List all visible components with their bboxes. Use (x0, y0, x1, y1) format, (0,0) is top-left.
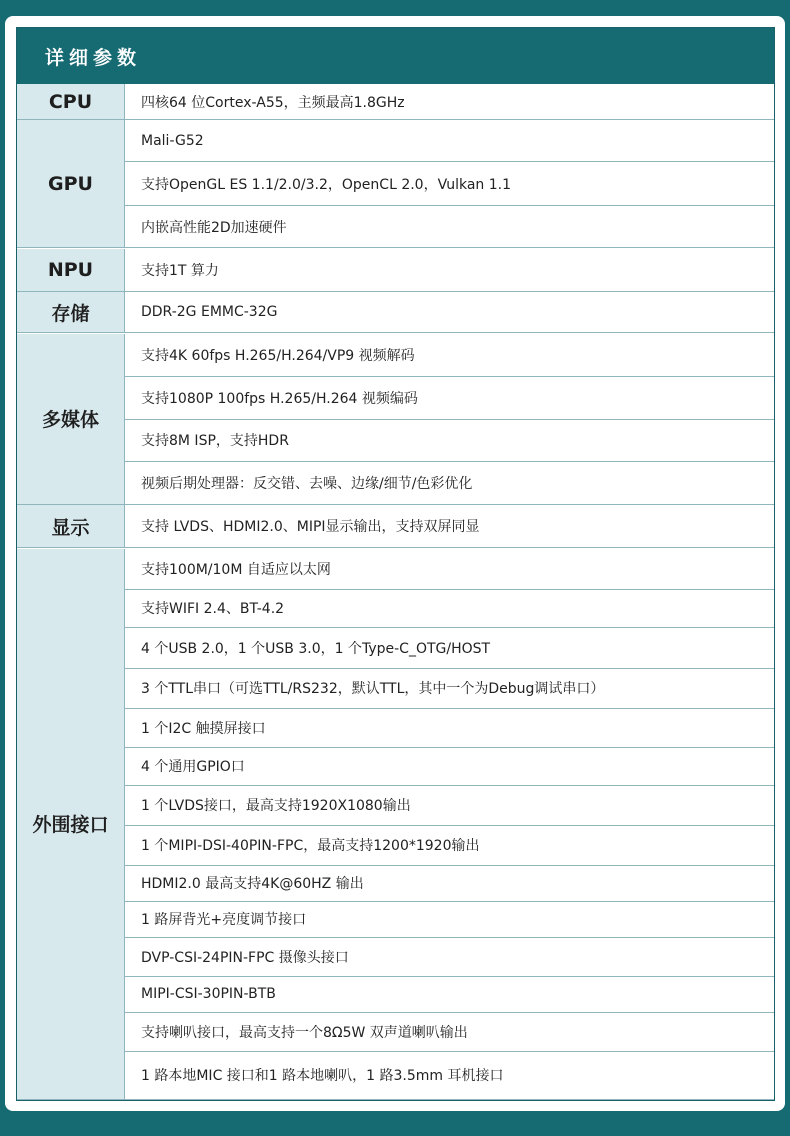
spec-row: 内嵌高性能2D加速硬件 (141, 219, 287, 236)
table-header (17, 28, 774, 84)
spec-row: 支持1T 算力 (141, 262, 219, 279)
table-title: 详细参数 (45, 47, 142, 69)
spec-rows (125, 334, 774, 505)
spec-row: 4 个USB 2.0，1 个USB 3.0，1 个Type-C_OTG/HOST (125, 628, 774, 669)
category-cell: 存储 (17, 292, 125, 333)
spec-row: 支持1080P 100fps H.265/H.264 视频编码 (125, 377, 774, 420)
spec-rows (125, 84, 774, 120)
category-cell: NPU (17, 249, 125, 292)
spec-table (16, 27, 775, 1101)
category-cell: CPU (17, 84, 125, 120)
spec-row: 4 个通用GPIO口 (125, 748, 774, 786)
spec-row: 1 个I2C 触摸屏接口 (125, 709, 774, 748)
spec-grid (17, 84, 774, 1100)
spec-row: 支持OpenGL ES 1.1/2.0/3.2，OpenCL 2.0，Vulkan 1.1 (125, 162, 774, 206)
spec-row: MIPI-CSI-30PIN-BTB (125, 977, 774, 1013)
spec-card (5, 16, 785, 1111)
spec-row: 支持8M ISP，支持HDR (125, 420, 774, 462)
spec-rows (125, 549, 774, 1100)
spec-row: 支持WIFI 2.4、BT-4.2 (125, 590, 774, 628)
spec-row: 支持喇叭接口，最高支持一个8Ω5W 双声道喇叭输出 (125, 1013, 774, 1052)
spec-rows (125, 120, 774, 248)
spec-row: 1 个MIPI-DSI-40PIN-FPC，最高支持1200*1920输出 (125, 826, 774, 866)
spec-row: 支持100M/10M 自适应以太网 (125, 549, 774, 590)
spec-rows (125, 292, 774, 333)
category-cell: 显示 (17, 505, 125, 548)
spec-row: 3 个TTL串口（可选TTL/RS232，默认TTL，其中一个为Debug调试串口） (125, 669, 774, 709)
category-cell: 外围接口 (17, 549, 125, 1100)
spec-row: 支持4K 60fps H.265/H.264/VP9 视频解码 (125, 334, 774, 377)
spec-row: 视频后期处理器：反交错、去噪、边缘/细节/色彩优化 (141, 475, 473, 492)
spec-rows (125, 249, 774, 292)
spec-row: Mali-G52 (125, 120, 774, 162)
spec-row: 四核64 位Cortex-A55，主频最高1.8GHz (141, 94, 405, 111)
category-cell: 多媒体 (17, 334, 125, 505)
spec-row: 1 个LVDS接口，最高支持1920X1080输出 (125, 786, 774, 826)
spec-row: 1 路本地MIC 接口和1 路本地喇叭，1 路3.5mm 耳机接口 (141, 1068, 504, 1085)
category-cell: GPU (17, 120, 125, 248)
spec-rows (125, 505, 774, 548)
spec-row: DDR-2G EMMC-32G (141, 304, 278, 321)
spec-row: 1 路屏背光+亮度调节接口 (125, 902, 774, 938)
spec-row: HDMI2.0 最高支持4K@60HZ 输出 (125, 866, 774, 902)
spec-row: 支持 LVDS、HDMI2.0、MIPI显示输出，支持双屏同显 (141, 519, 480, 536)
spec-row: DVP-CSI-24PIN-FPC 摄像头接口 (125, 938, 774, 977)
